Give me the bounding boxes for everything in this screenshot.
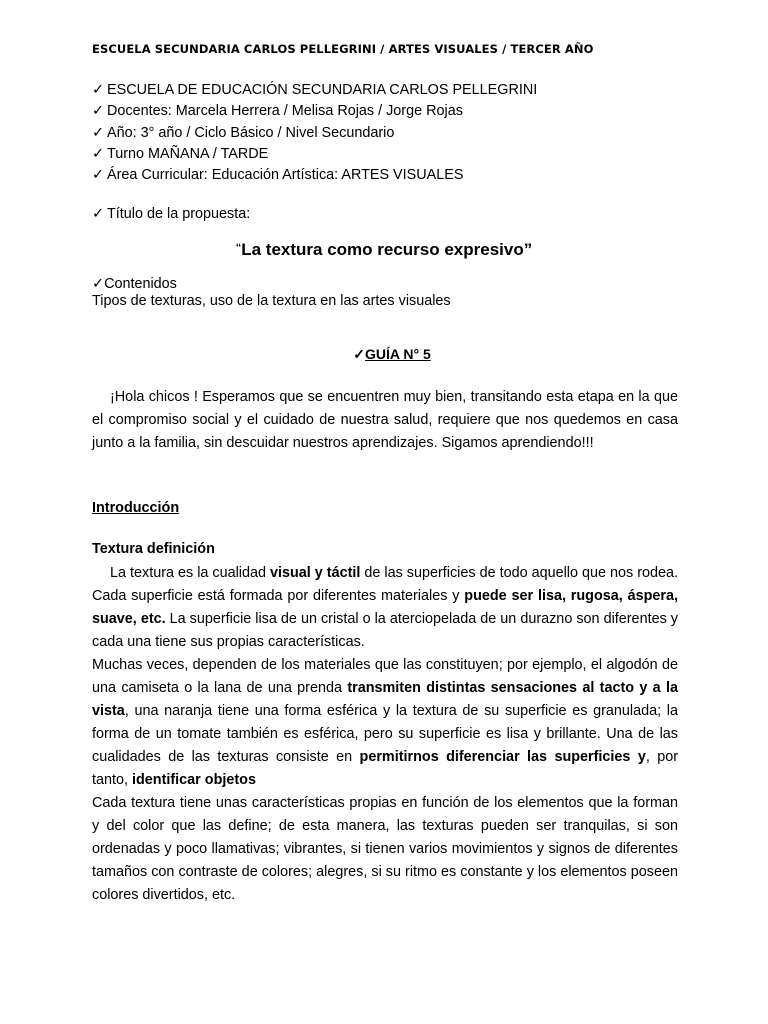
intro-heading: Introducción — [92, 500, 180, 516]
info-item-shift: ✓ Turno MAÑANA / TARDE — [92, 144, 537, 165]
contents-text: Tipos de texturas, uso de la textura en las artes visuales — [92, 293, 451, 309]
greeting-paragraph: ¡Hola chicos ! Esperamos que se encuentren muy bien, transitando esta etapa en la que el compromiso social y el cuidado de nuestra salud, requiere que nos quedemos en casa junto a la familia, sin descuidar nuestros aprendizajes. Sigamos aprendiendo!!! — [92, 389, 678, 451]
info-item-year: ✓ Año: 3° año / Ciclo Básico / Nivel Secundario — [92, 123, 537, 144]
page-header: ESCUELA SECUNDARIA CARLOS PELLEGRINI / ARTES VISUALES / TERCER AÑO — [92, 42, 594, 56]
check-icon: ✓ — [92, 276, 105, 292]
guide-number: ✓GUÍA N° 5 — [353, 346, 431, 362]
definition-heading: Textura definición — [92, 541, 215, 557]
info-item-area: ✓ Área Curricular: Educación Artística: ARTES VISUALES — [92, 165, 537, 186]
check-icon: ✓ — [353, 346, 365, 362]
definition-paragraph-3: Cada textura tiene unas características propias en función de los elementos que la forman y del color que las define; de esta manera, las texturas pueden ser tranquilas, si son ordenadas y poco llamativas; vibrantes, si tienen varios movimientos y signos de diferentes tamaños con contraste de colores; alegres, si su ritmo es constante y los elementos poseen colores divertidos, etc. — [92, 795, 678, 903]
check-icon: ✓ — [92, 167, 105, 184]
check-icon: ✓ — [92, 103, 105, 120]
check-icon: ✓ — [92, 124, 105, 141]
proposal-title: “La textura como recurso expresivo” — [235, 240, 533, 259]
check-icon: ✓ — [92, 145, 105, 162]
definition-paragraph-1: La textura es la cualidad visual y táctil de las superficies de todo aquello que nos rodea. Cada superficie está formada por diferentes materiales y puede ser lisa, rugosa, áspera, suave, etc. La superficie lisa de un cristal o la aterciopelada de un durazno son diferentes y cada una tiene sus propias características. — [92, 565, 679, 650]
info-item-school: ✓ ESCUELA DE EDUCACIÓN SECUNDARIA CARLOS PELLEGRINI — [92, 80, 537, 101]
definition-body — [92, 562, 678, 907]
check-icon: ✓ — [92, 206, 105, 222]
proposal-label: ✓ Título de la propuesta: — [92, 206, 251, 222]
check-icon: ✓ — [92, 82, 105, 98]
contents-label: Contenidos — [104, 276, 177, 292]
course-info-list — [92, 80, 537, 186]
contents-section — [92, 276, 451, 310]
info-item-teachers: ✓ Docentes: Marcela Herrera / Melisa Rojas / Jorge Rojas — [92, 101, 537, 122]
definition-paragraph-2: Muchas veces, dependen de los materiales que las constituyen; por ejemplo, el algodón de una camiseta o la lana de una prenda transmiten distintas sensaciones al tacto y a la vista, una naranja tiene una forma esférica y la textura de su superficie es granulada; la forma de un tomate también es esférica, pero su superficie es lisa y brillante. Una de las cualidades de las texturas consiste en permitirnos diferenciar las superficies y, por tanto, identificar objetos — [92, 657, 679, 788]
